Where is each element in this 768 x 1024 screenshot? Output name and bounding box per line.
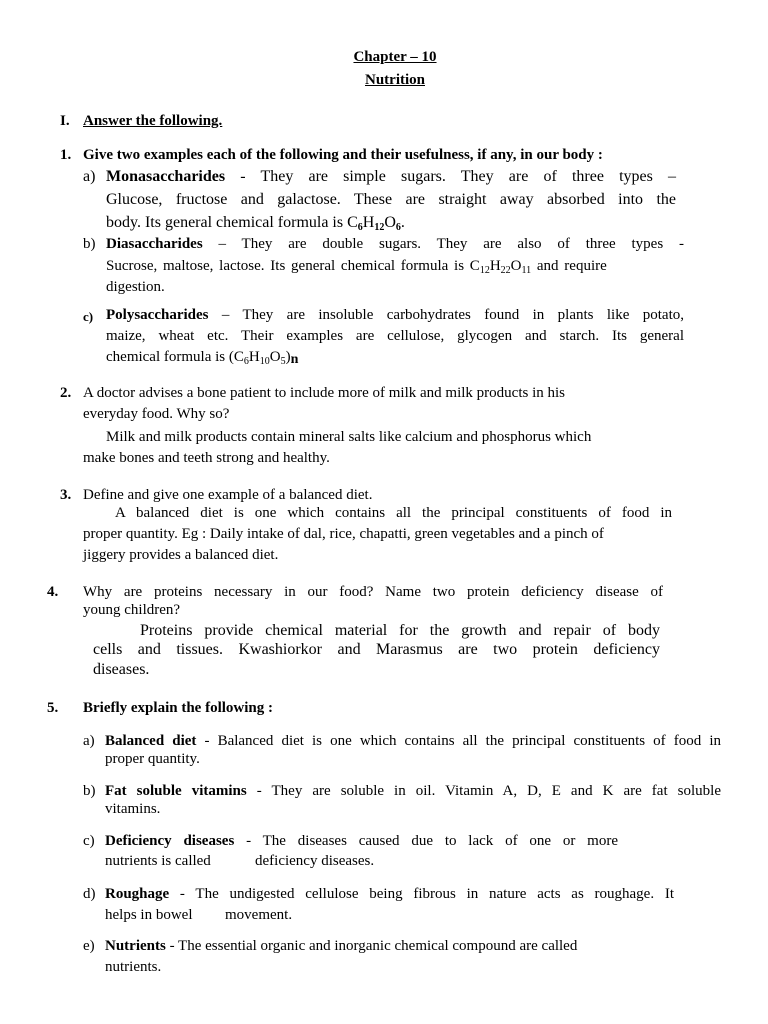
q1a-line2: Glucose, fructose and galactose. These are straight away absorbed into the xyxy=(106,191,676,208)
formula-part: H xyxy=(248,349,260,365)
formula-part: O xyxy=(510,258,522,274)
q4-answer-line3: diseases. xyxy=(93,661,150,678)
formula-sub: 22 xyxy=(500,265,511,276)
section-number: I. xyxy=(60,113,70,129)
q1b-line3: digestion. xyxy=(106,279,165,295)
q1c-marker: c) xyxy=(83,309,94,324)
q1a-line1 xyxy=(106,166,676,187)
page-title: Nutrition xyxy=(365,72,425,88)
q2-number: 2. xyxy=(60,385,72,401)
q5c-line2a: nutrients is called xyxy=(105,853,211,869)
q1a-line3-text: body. Its general chemical formula is C xyxy=(106,214,358,231)
q5d-line2b: movement. xyxy=(225,907,293,923)
formula-sub: 11 xyxy=(521,265,532,276)
q5a-marker: a) xyxy=(83,733,95,749)
q2-answer-line2: make bones and teeth strong and healthy. xyxy=(83,450,330,466)
formula-part: H xyxy=(489,258,501,274)
section-title: Answer the following. xyxy=(83,113,223,129)
q5c-text: - The diseases caused due to lack of one or more xyxy=(234,833,618,849)
q5d-text: - The undigested cellulose being fibrous in nature acts as roughage. It xyxy=(169,886,674,902)
q5c-line2b: deficiency diseases. xyxy=(255,853,375,869)
q1c-line3 xyxy=(106,347,298,370)
q2-question-line2: everyday food. Why so? xyxy=(83,406,230,422)
formula-sub: 12 xyxy=(374,222,385,233)
q2-answer-line1: Milk and milk products contain mineral salts like calcium and phosphorus which xyxy=(106,429,592,445)
formula-part: and require xyxy=(531,258,607,274)
q3-answer-line3: jiggery provides a balanced diet. xyxy=(83,547,279,563)
q5d-line2a: helps in bowel xyxy=(105,907,193,923)
q1a-term: Monasaccharides xyxy=(106,168,226,185)
formula-sub: 10 xyxy=(259,356,270,367)
q1-question: Give two examples each of the following and their usefulness, if any, in our body : xyxy=(83,147,603,163)
q1c-line1 xyxy=(106,305,684,326)
q5d-line1 xyxy=(105,884,674,905)
formula-part: O xyxy=(384,214,396,231)
q1c-term: Polysaccharides xyxy=(106,307,209,323)
formula-sub: 5 xyxy=(280,356,286,367)
q1b-term: Diasaccharides xyxy=(106,236,203,252)
q5a-line2: proper quantity. xyxy=(105,751,200,767)
q5b-term: Fat soluble vitamins xyxy=(105,783,247,799)
q5e-term: Nutrients xyxy=(105,938,166,954)
formula-part: . xyxy=(400,214,405,231)
q5e-text: - The essential organic and inorganic chemical compound are called xyxy=(165,938,578,954)
q5e-line2: nutrients. xyxy=(105,959,162,975)
formula-sub: 6 xyxy=(243,356,249,367)
q5d-marker: d) xyxy=(83,886,96,902)
formula-sub: 6 xyxy=(357,222,363,233)
q3-question: Define and give one example of a balanced diet. xyxy=(83,487,373,503)
q1b-marker: b) xyxy=(83,236,96,252)
q2-question-line1: A doctor advises a bone patient to include more of milk and milk products in his xyxy=(83,385,565,401)
q5b-text: - They are soluble in oil. Vitamin A, D, E and K are fat soluble xyxy=(246,783,721,799)
q1c-line2: maize, wheat etc. Their examples are cellulose, glycogen and starch. Its general xyxy=(106,328,684,344)
q1a-marker: a) xyxy=(83,168,96,185)
q1a-line3 xyxy=(106,212,405,233)
q3-answer-line2: proper quantity. Eg : Daily intake of dal, rice, chapatti, green vegetables and a pinch of xyxy=(83,526,604,542)
q3-number: 3. xyxy=(60,487,72,503)
formula-sub: 6 xyxy=(395,222,401,233)
q4-question-line2: young children? xyxy=(83,602,181,618)
q5e-line1 xyxy=(105,936,577,957)
q1-number: 1. xyxy=(60,147,72,163)
q4-answer-line1: Proteins provide chemical material for the growth and repair of body xyxy=(140,622,660,639)
q5a-text: - Balanced diet is one which contains all the principal constituents of food in xyxy=(196,733,721,749)
q5d-term: Roughage xyxy=(105,886,170,902)
q1c-text: – They are insoluble carbohydrates found in plants like potato, xyxy=(208,307,684,323)
formula-sub: n xyxy=(290,352,299,367)
q5b-line2: vitamins. xyxy=(105,801,161,817)
q1c-line3-text: chemical formula is (C xyxy=(106,349,244,365)
q1b-line2-text: Sucrose, maltose, lactose. Its general chemical formula is C xyxy=(106,258,480,274)
q5c-marker: c) xyxy=(83,833,95,849)
q5c-term: Deficiency diseases xyxy=(105,833,235,849)
q1b-line2 xyxy=(106,256,607,277)
formula-part: H xyxy=(362,214,375,231)
q3-answer-line1: A balanced diet is one which contains all the principal constituents of food in xyxy=(115,505,672,521)
formula-part: ) xyxy=(285,349,291,365)
q4-question-line1: Why are proteins necessary in our food? Name two protein deficiency disease of xyxy=(83,584,663,600)
q5-number: 5. xyxy=(47,700,59,716)
chapter-heading: Chapter – 10 xyxy=(353,49,437,65)
q5-title: Briefly explain the following : xyxy=(83,700,273,716)
q1a-text: - They are simple sugars. They are of three types – xyxy=(225,168,676,185)
q5c-line1 xyxy=(105,831,618,852)
q5a-term: Balanced diet xyxy=(105,733,197,749)
q4-number: 4. xyxy=(47,584,59,600)
q5e-marker: e) xyxy=(83,938,95,954)
formula-part: O xyxy=(269,349,281,365)
q1b-text: – They are double sugars. They are also of three types - xyxy=(202,236,684,252)
formula-sub: 12 xyxy=(479,265,490,276)
q4-answer-line2: cells and tissues. Kwashiorkor and Marasmus are two protein deficiency xyxy=(93,641,660,658)
q5b-marker: b) xyxy=(83,783,96,799)
q5b-line1 xyxy=(105,781,721,802)
q1b-line1 xyxy=(106,234,684,255)
